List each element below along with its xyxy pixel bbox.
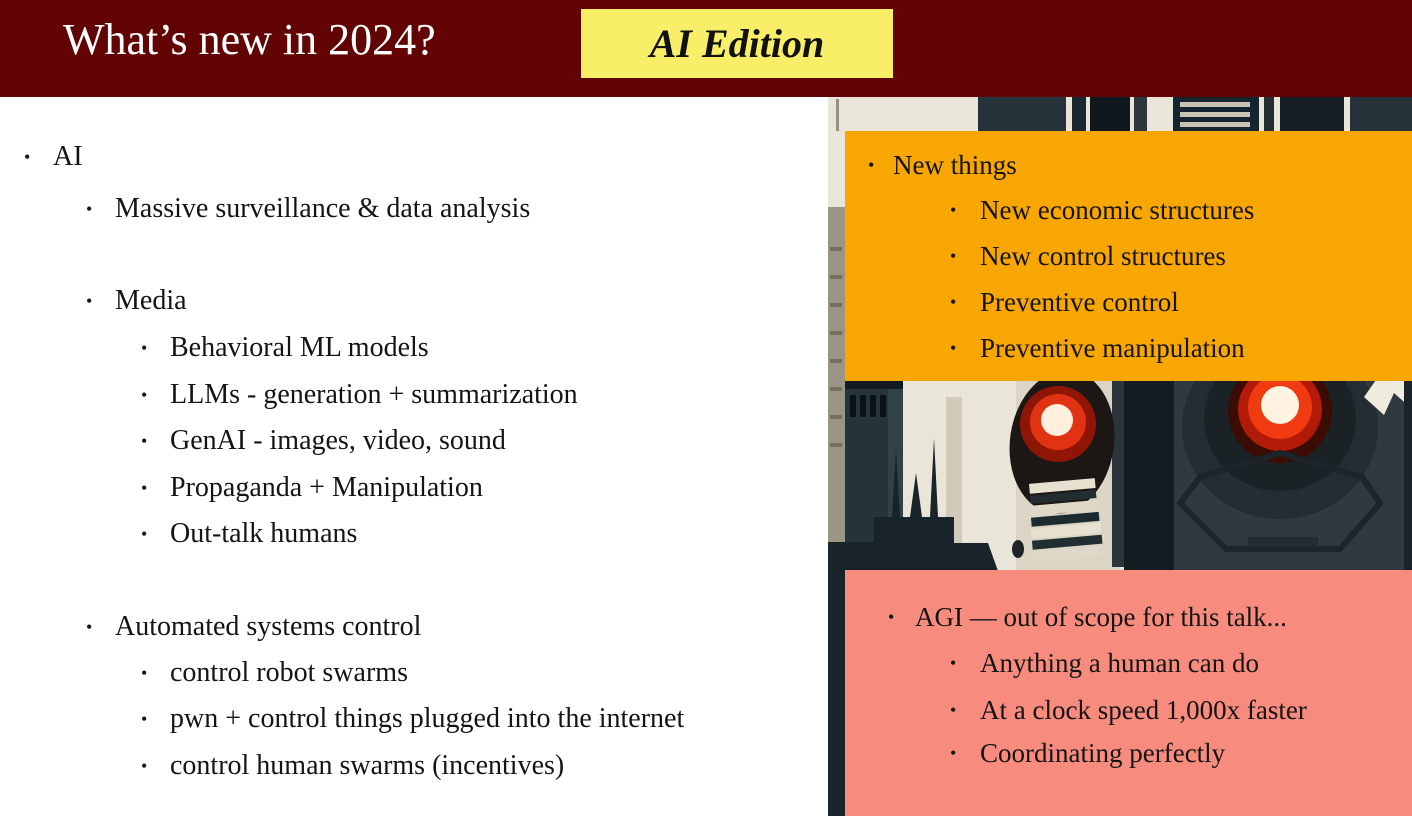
bullet-icon: • <box>141 663 148 683</box>
bullet-icon: • <box>86 617 93 637</box>
bullet-icon: • <box>24 147 31 167</box>
header-bar <box>0 0 1412 97</box>
list-item <box>86 282 187 320</box>
bullet-icon: • <box>86 199 93 219</box>
list-item-label: At a clock speed 1,000x faster <box>980 695 1307 725</box>
list-item <box>141 515 357 553</box>
panel-title-label: AGI — out of scope for this talk... <box>915 602 1287 632</box>
list-item <box>950 691 1307 729</box>
list-item-label: Preventive control <box>980 287 1179 317</box>
bullet-icon: • <box>950 700 957 720</box>
list-item <box>950 644 1259 682</box>
bullet-icon: • <box>868 155 875 175</box>
bullet-icon: • <box>141 524 148 544</box>
list-item-label: control robot swarms <box>170 657 408 688</box>
bullet-icon: • <box>888 607 895 627</box>
list-item-label: control human swarms (incentives) <box>170 750 565 781</box>
list-item <box>141 376 578 414</box>
bullet-icon: • <box>141 478 148 498</box>
bullet-icon: • <box>950 338 957 358</box>
list-item-label: Media <box>115 285 187 316</box>
ai-edition-badge <box>581 9 893 78</box>
bullet-icon: • <box>950 292 957 312</box>
list-item <box>950 283 1179 321</box>
list-item <box>86 190 530 228</box>
slide-title: What’s new in 2024? <box>63 15 436 64</box>
bullet-icon: • <box>950 653 957 673</box>
list-item-label: AI <box>53 141 83 172</box>
list-item-label: Propaganda + Manipulation <box>170 472 483 503</box>
list-item <box>950 191 1254 229</box>
bullet-icon: • <box>141 756 148 776</box>
bullet-icon: • <box>950 743 957 763</box>
list-item <box>141 329 429 367</box>
list-item-label: New economic structures <box>980 195 1255 225</box>
list-item <box>950 734 1225 772</box>
left-outline <box>0 97 828 816</box>
list-item <box>141 700 684 738</box>
list-item <box>950 237 1226 275</box>
list-item-label: New control structures <box>980 241 1226 271</box>
panel-title-label: New things <box>893 150 1017 180</box>
bullet-icon: • <box>141 338 148 358</box>
ai-edition-badge-label: AI Edition <box>649 21 825 66</box>
list-item-label: Anything a human can do <box>980 648 1259 678</box>
bullet-icon: • <box>141 431 148 451</box>
panel-title-item <box>868 146 1017 184</box>
bullet-icon: • <box>141 385 148 405</box>
list-item <box>141 422 506 460</box>
list-item-label: Preventive manipulation <box>980 333 1245 363</box>
list-item-label: Out-talk humans <box>170 518 358 549</box>
list-item-label: Automated systems control <box>115 611 422 642</box>
bullet-icon: • <box>950 246 957 266</box>
bullet-icon: • <box>86 291 93 311</box>
agi-panel <box>845 570 1412 816</box>
list-item-label: Behavioral ML models <box>170 332 429 363</box>
panel-title-item <box>888 598 1287 636</box>
new-things-panel <box>845 131 1412 381</box>
bullet-icon: • <box>950 200 957 220</box>
list-item <box>141 469 483 507</box>
bullet-icon: • <box>141 709 148 729</box>
list-item <box>24 138 83 176</box>
list-item <box>141 654 408 692</box>
list-item-label: pwn + control things plugged into the internet <box>170 703 685 734</box>
list-item <box>141 747 564 785</box>
list-item-label: LLMs - generation + summarization <box>170 379 578 410</box>
list-item-label: Coordinating perfectly <box>980 738 1226 768</box>
list-item-label: GenAI - images, video, sound <box>170 425 506 456</box>
list-item <box>86 608 421 646</box>
list-item-label: Massive surveillance & data analysis <box>115 193 531 224</box>
list-item <box>950 329 1245 367</box>
